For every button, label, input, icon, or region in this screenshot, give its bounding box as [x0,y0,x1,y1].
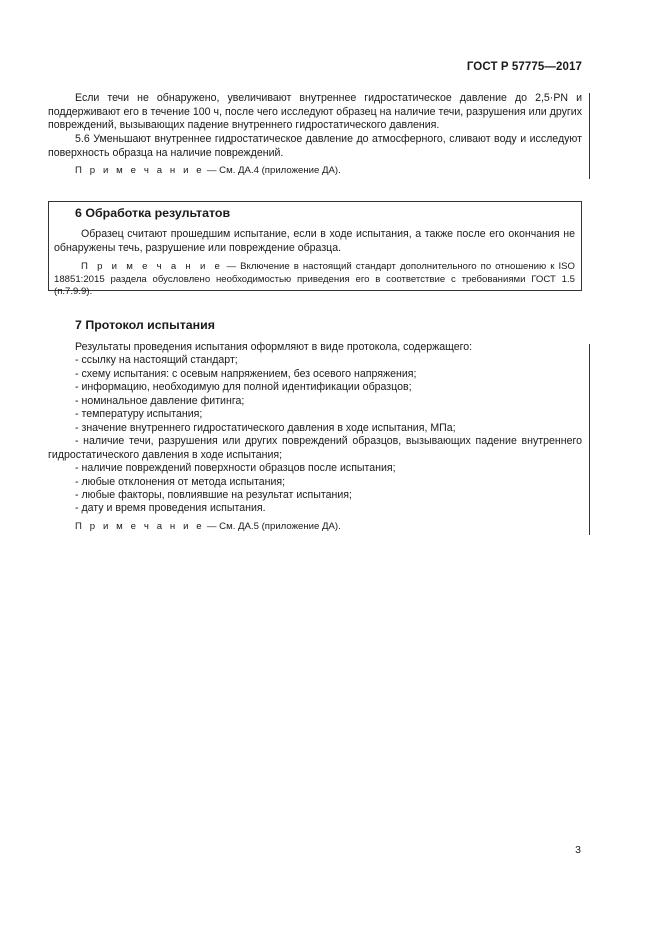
list-item: - наличие повреждений поверхности образцов после испытания; [75,462,396,475]
note-label: П р и м е ч а н и е [81,261,223,272]
note-text: — См. ДА.5 (приложение ДА). [204,521,341,532]
list-item: - температуру испытания; [75,408,203,421]
paragraph-5-5-continuation: Если течи не обнаружено, увеличивают внутреннее гидростатическое давление до 2,5·PN и поддерживают его в течение 100 ч, после чего исследуют образец на наличие течи, разрушения или других повреждений, вызывающих падение внутреннего гидростатического давления. [48,92,582,132]
note-text: — См. ДА.4 (приложение ДА). [204,165,341,176]
note-section-7 [48,521,582,534]
note-section-5 [48,165,582,178]
document-code: ГОСТ Р 57775—2017 [466,61,582,73]
list-item: - любые отклонения от метода испытания; [75,475,286,488]
paragraph-5-6: 5.6 Уменьшают внутреннее гидростатическое давление до атмосферного, сливают воду и исследуют поверхность образца на наличие повреждений. [48,133,582,159]
note-label: П р и м е ч а н и е [75,165,205,176]
change-bar [589,93,590,179]
section-6-heading: 6 Обработка результатов [75,206,231,220]
list-item: - информацию, необходимую для полной идентификации образцов; [75,381,412,394]
list-item: - ссылку на настоящий стандарт; [75,354,238,367]
note-section-6 [54,261,575,299]
note-text: — Включение в настоящий стандарт дополнительного по отношению к ISO 18851:2015 раздела обусловлено необходимостью приведения его в соответствие с требованиями ГОСТ 1.5 (п.7.9.9). [54,261,575,297]
section-7-list [48,341,582,516]
section-7-heading: 7 Протокол испытания [75,318,216,332]
note-label: П р и м е ч а н и е [75,521,205,532]
list-item: - значение внутреннего гидростатического давления в ходе испытания, МПа; [75,421,456,434]
page-number: 3 [575,844,581,856]
list-item: - любые факторы, повлиявшие на результат испытания; [75,488,352,501]
list-item: - дату и время проведения испытания. [75,502,266,515]
change-bar [589,344,590,535]
list-item: - номинальное давление фитинга; [75,394,245,407]
section-7-intro: Результаты проведения испытания оформляют в виде протокола, содержащего: [75,341,473,353]
list-item: - схему испытания: с осевым напряжением, без осевого напряжения; [75,367,417,380]
section-6-paragraph: Образец считают прошедшим испытание, если в ходе испытания, а также после его окончания не обнаружены течь, разрушение или повреждение образца. [54,228,575,254]
list-item: - наличие течи, разрушения или других повреждений образцов, вызывающих падение внутреннего гидростатического давления в ходе испытания; [48,435,582,461]
